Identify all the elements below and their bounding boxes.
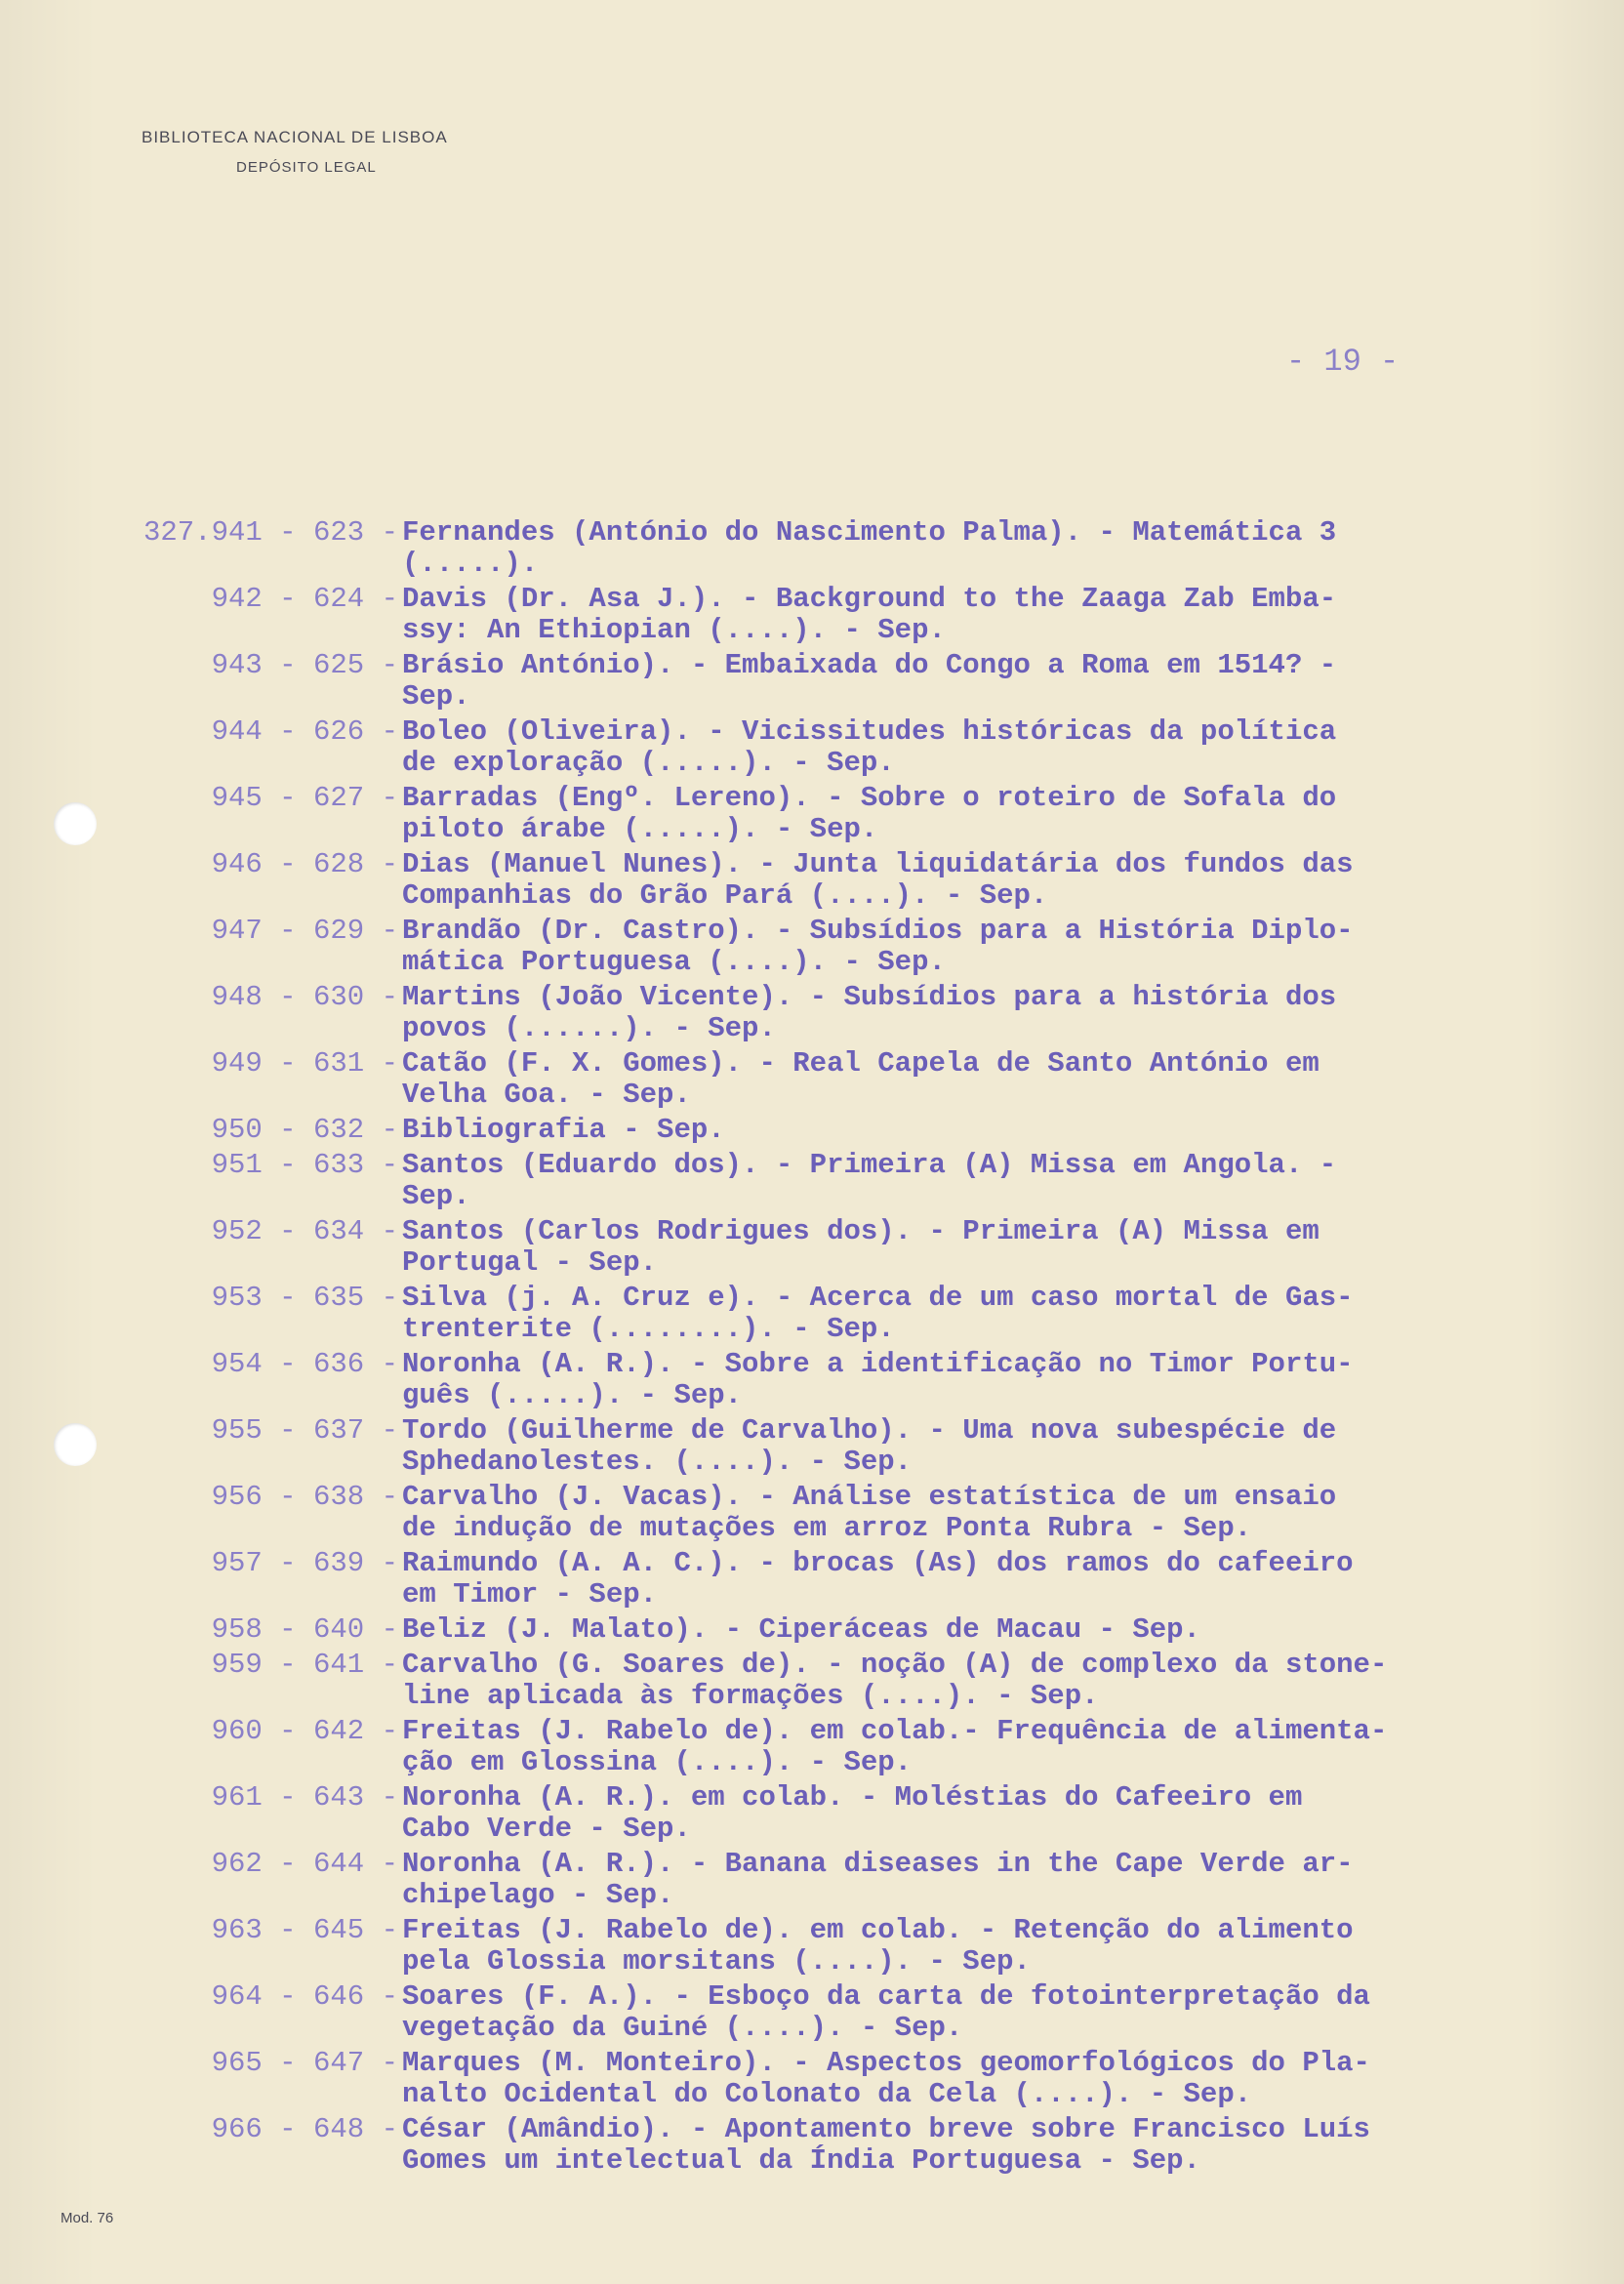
entry-text: Carvalho (G. Soares de). - noção (A) de complexo da stone- line aplicada às formações (....). - Sep. <box>402 1649 1388 1712</box>
form-code: Mod. 76 <box>61 2210 114 2226</box>
entry-number: 942 - 624 - <box>211 583 398 615</box>
entry-text: Beliz (J. Malato). - Ciperáceas de Macau - Sep. <box>402 1613 1200 1646</box>
entry-list <box>0 517 1624 2181</box>
list-item <box>0 1548 1624 1611</box>
header-department: DEPÓSITO LEGAL <box>236 159 377 176</box>
list-item <box>0 1915 1624 1978</box>
entry-number: 952 - 634 - <box>211 1215 398 1247</box>
header-institution: BIBLIOTECA NACIONAL DE LISBOA <box>142 128 448 146</box>
entry-text: Dias (Manuel Nunes). - Junta liquidatária dos fundos das Companhias do Grão Pará (....). - Sep. <box>402 848 1354 912</box>
entry-text: Noronha (A. R.). - Sobre a identificação no Timor Portu- guês (.....). - Sep. <box>402 1348 1354 1411</box>
entry-text: Noronha (A. R.). - Banana diseases in the Cape Verde ar- chipelago - Sep. <box>402 1848 1354 1911</box>
entry-number: 961 - 643 - <box>211 1781 398 1814</box>
entry-number: 944 - 626 - <box>211 715 398 748</box>
entry-text: Carvalho (J. Vacas). - Análise estatística de um ensaio de indução de mutações em arroz Ponta Rubra - Sep. <box>402 1481 1337 1544</box>
entry-number: 959 - 641 - <box>211 1649 398 1681</box>
list-item <box>0 1716 1624 1778</box>
list-item <box>0 982 1624 1044</box>
entry-text: Boleo (Oliveira). - Vicissitudes históricas da política de exploração (.....). - Sep. <box>402 715 1337 779</box>
entry-number: 327.941 - 623 - <box>142 516 398 549</box>
entry-number: 965 - 647 - <box>211 2047 398 2079</box>
list-item <box>0 2048 1624 2110</box>
entry-number: 962 - 644 - <box>211 1848 398 1880</box>
list-item <box>0 1614 1624 1646</box>
entry-text: Tordo (Guilherme de Carvalho). - Uma nova subespécie de Sphedanolestes. (....). - Sep. <box>402 1414 1337 1478</box>
list-item <box>0 650 1624 713</box>
list-item <box>0 1782 1624 1845</box>
entry-number: 966 - 648 - <box>211 2113 398 2145</box>
list-item <box>0 1216 1624 1279</box>
list-item <box>0 1849 1624 1911</box>
list-item <box>0 1115 1624 1146</box>
entry-number: 950 - 632 - <box>211 1114 398 1146</box>
entry-text: Silva (j. A. Cruz e). - Acerca de um caso mortal de Gas- trenterite (........). - Sep. <box>402 1282 1354 1345</box>
list-item <box>0 849 1624 912</box>
entry-text: Fernandes (António do Nascimento Palma). - Matemática 3 (.....). <box>402 516 1337 580</box>
list-item <box>0 716 1624 779</box>
entry-text: César (Amândio). - Apontamento breve sobre Francisco Luís Gomes um intelectual da Índia Portuguesa - Sep. <box>402 2113 1370 2177</box>
entry-text: Martins (João Vicente). - Subsídios para a história dos povos (......). - Sep. <box>402 981 1337 1044</box>
list-item <box>0 1349 1624 1411</box>
entry-text: Noronha (A. R.). em colab. - Moléstias do Cafeeiro em Cabo Verde - Sep. <box>402 1781 1303 1845</box>
entry-number: 945 - 627 - <box>211 782 398 814</box>
entry-number: 951 - 633 - <box>211 1149 398 1181</box>
list-item <box>0 1482 1624 1544</box>
entry-number: 946 - 628 - <box>211 848 398 880</box>
entry-number: 943 - 625 - <box>211 649 398 681</box>
entry-text: Bibliografia - Sep. <box>402 1114 725 1146</box>
list-item <box>0 2114 1624 2177</box>
entry-text: Davis (Dr. Asa J.). - Background to the Zaaga Zab Emba- ssy: An Ethiopian (....). - Sep. <box>402 583 1337 646</box>
list-item <box>0 916 1624 978</box>
page-number: - 19 - <box>1286 344 1400 380</box>
entry-number: 947 - 629 - <box>211 915 398 947</box>
entry-text: Soares (F. A.). - Esboço da carta de fotointerpretação da vegetação da Guiné (....). - Sep. <box>402 1980 1370 2044</box>
entry-number: 949 - 631 - <box>211 1047 398 1080</box>
entry-number: 953 - 635 - <box>211 1282 398 1314</box>
entry-number: 956 - 638 - <box>211 1481 398 1513</box>
list-item <box>0 1650 1624 1712</box>
list-item <box>0 1981 1624 2044</box>
entry-text: Santos (Carlos Rodrigues dos). - Primeira (A) Missa em Portugal - Sep. <box>402 1215 1320 1279</box>
entry-number: 960 - 642 - <box>211 1715 398 1747</box>
entry-text: Santos (Eduardo dos). - Primeira (A) Missa em Angola. - Sep. <box>402 1149 1337 1212</box>
entry-number: 948 - 630 - <box>211 981 398 1013</box>
list-item <box>0 1048 1624 1111</box>
list-item <box>0 1415 1624 1478</box>
entry-number: 955 - 637 - <box>211 1414 398 1447</box>
entry-number: 963 - 645 - <box>211 1914 398 1946</box>
entry-text: Freitas (J. Rabelo de). em colab.- Frequência de alimenta- ção em Glossina (....). - Sep. <box>402 1715 1388 1778</box>
entry-text: Marques (M. Monteiro). - Aspectos geomorfológicos do Pla- nalto Ocidental do Colonato da Cela (....). - Sep. <box>402 2047 1370 2110</box>
entry-text: Freitas (J. Rabelo de). em colab. - Retenção do alimento pela Glossia morsitans (....). - Sep. <box>402 1914 1354 1978</box>
list-item <box>0 1150 1624 1212</box>
entry-number: 964 - 646 - <box>211 1980 398 2013</box>
list-item <box>0 517 1624 580</box>
entry-text: Barradas (Engº. Lereno). - Sobre o roteiro de Sofala do piloto árabe (.....). - Sep. <box>402 782 1337 845</box>
entry-text: Catão (F. X. Gomes). - Real Capela de Santo António em Velha Goa. - Sep. <box>402 1047 1320 1111</box>
entry-text: Brásio António). - Embaixada do Congo a Roma em 1514? - Sep. <box>402 649 1337 713</box>
entry-number: 958 - 640 - <box>211 1613 398 1646</box>
list-item <box>0 783 1624 845</box>
list-item <box>0 584 1624 646</box>
entry-number: 954 - 636 - <box>211 1348 398 1380</box>
entry-text: Raimundo (A. A. C.). - brocas (As) dos ramos do cafeeiro em Timor - Sep. <box>402 1547 1354 1611</box>
list-item <box>0 1283 1624 1345</box>
entry-text: Brandão (Dr. Castro). - Subsídios para a História Diplo- mática Portuguesa (....). - Sep. <box>402 915 1354 978</box>
entry-number: 957 - 639 - <box>211 1547 398 1579</box>
